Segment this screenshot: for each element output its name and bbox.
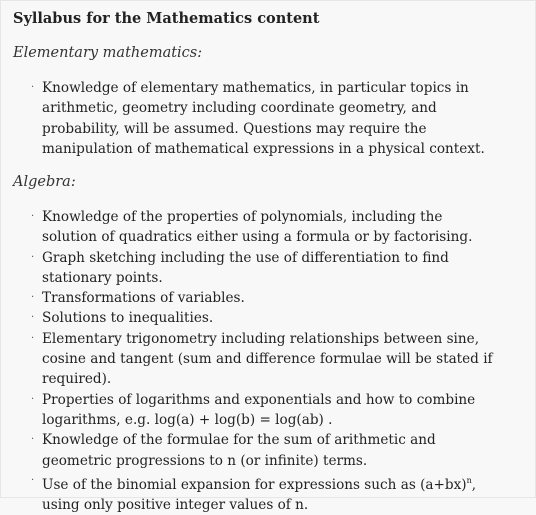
list-item-text: Knowledge of the formulae for the sum of arithmetic and geometric progressions to n (or infinite) terms. [42, 432, 436, 469]
list-item-text: Graph sketching including the use of differentiation to find stationary points. [42, 249, 449, 286]
binomial-text-after: , using only positive integer values of n. [42, 476, 477, 514]
list-item [31, 78, 501, 159]
binomial-exponent: n [466, 475, 472, 485]
bullet-icon: · [31, 332, 35, 344]
bullet-icon: · [31, 474, 35, 486]
list-item-text: Transformations of variables. [42, 290, 245, 307]
list-item [31, 329, 501, 390]
list-item-text: Elementary trigonometry including relationships between sine, cosine and tangent (sum and difference formulae will be stated if required). [42, 330, 493, 388]
list-item [31, 248, 501, 289]
list-item [31, 475, 501, 515]
bullet-icon: · [31, 393, 35, 405]
list-item-text: Properties of logarithms and exponentials and how to combine logarithms, e.g. log(a) + log(b) = log(ab) . [42, 391, 476, 428]
bullet-icon: · [31, 82, 35, 93]
elementary-list [31, 78, 501, 159]
algebra-list [31, 207, 501, 515]
bullet-icon: · [31, 312, 35, 324]
bullet-icon: · [31, 292, 35, 304]
list-item-text: Solutions to inequalities. [42, 310, 214, 327]
bullet-icon: · [31, 434, 35, 446]
bullet-icon: · [31, 251, 35, 263]
list-item-text: Knowledge of the properties of polynomials, including the solution of quadratics either using a formula or by factorising. [42, 209, 473, 246]
section-heading-elementary: Elementary mathematics: [13, 45, 203, 61]
binomial-text-before: Use of the binomial expansion for expressions such as (a+bx) [42, 476, 467, 493]
bullet-icon: · [31, 211, 35, 222]
list-item [31, 430, 501, 471]
list-item [31, 308, 501, 328]
list-item-text: Knowledge of elementary mathematics, in particular topics in arithmetic, geometry including coordinate geometry, and probability, will be assumed. Questions may require the manipulation of mathematical expressions in a physical context. [42, 80, 485, 157]
page-title: Syllabus for the Mathematics content [13, 10, 320, 27]
list-item [31, 390, 501, 431]
list-item [31, 288, 501, 308]
list-item [31, 207, 501, 248]
section-heading-algebra: Algebra: [13, 174, 76, 190]
list-item-text [42, 477, 476, 513]
